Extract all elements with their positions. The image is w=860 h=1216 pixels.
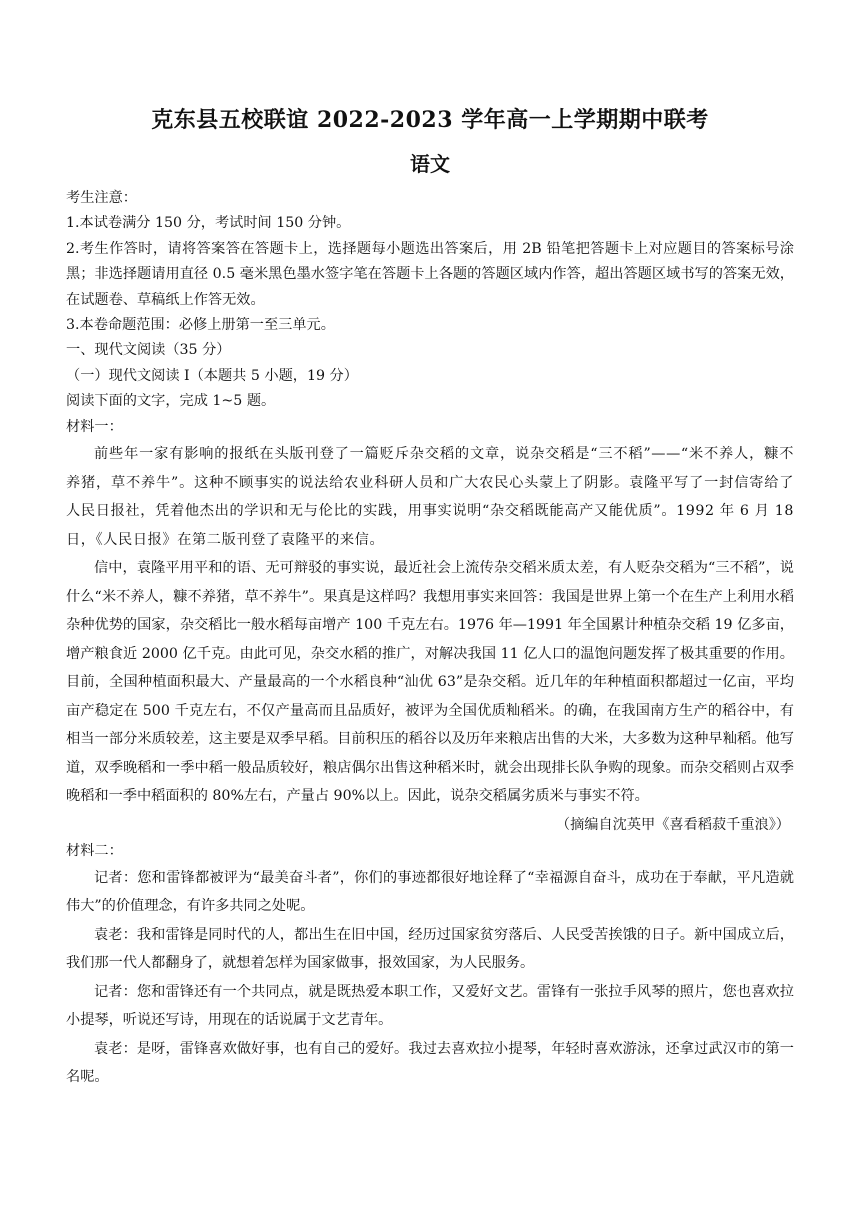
- subject-title: 语文: [410, 152, 450, 176]
- material-1-paragraph: 前些年一家有影响的报纸在头版刊登了一篇贬斥杂交稻的文章，说杂交稻是“三不稻”——“米不养人，糠不养猪，草不养牛”。这种不顾事实的说法给农业科研人员和广大农民心头蒙上了阴影。袁隆平写了一封信寄给了人民日报社，凭着他杰出的学识和无与伦比的实践，用事实说明“杂交稻既能高产又能优质”。1992 年 6 月 18 日，《人民日报》在第二版刊登了袁隆平的来信。: [66, 446, 794, 548]
- interview-paragraph: 袁老：我和雷锋是同时代的人，都出生在旧中国，经历过国家贫穷落后、人民受苦挨饿的日子。新中国成立后，我们那一代人都翻身了，就想着怎样为国家做事，报效国家，为人民服务。: [66, 926, 794, 972]
- material-1-source: （摘编自沈英甲《喜看稻菽千重浪》）: [555, 816, 790, 833]
- interview-paragraph: 袁老：是呀，雷锋喜欢做好事，也有自己的爱好。我过去喜欢拉小提琴，年轻时喜欢游泳，还拿过武汉市的第一名呢。: [66, 1040, 794, 1086]
- interview-paragraph: 记者：您和雷锋都被评为“最美奋斗者”，你们的事迹都很好地诠释了“幸福源自奋斗，成功在于奉献，平凡造就伟大”的价值理念，有许多共同之处呢。: [66, 869, 794, 915]
- interview-paragraph: 记者：您和雷锋还有一个共同点，就是既热爱本职工作，又爱好文艺。雷锋有一张拉手风琴的照片，您也喜欢拉小提琴，听说还写诗，用现在的话说属于文艺青年。: [66, 983, 794, 1029]
- reading-instruction: 阅读下面的文字，完成 1~5 题。: [66, 393, 276, 410]
- section-subheading: （一）现代文阅读 I（本题共 5 小题，19 分）: [66, 367, 358, 384]
- material-1-paragraph: 信中，袁隆平用平和的语、无可辩驳的事实说，最近社会上流传杂交稻米质太差，有人贬杂交稻为“三不稻”，说什么“米不养人，糠不养猪，草不养牛”。果真是这样吗？我想用事实来回答：我国是世界上第一个在生产上利用水稻杂种优势的国家，杂交稻比一般水稻每亩增产 100 千克左右。1976 年—1991 年全国累计种植杂交稻 19 亿多亩，增产粮食近 2000 亿千克。由此可见，杂交水稻的推广，对解决我国 11 亿人口的温饱问题发挥了极其重要的作用。目前，全国种植面积最大、产量最高的一个水稻良种“汕优 63”是杂交稻。近几年的年种植面积都超过一亿亩，平均亩产稳定在 500 千克左右，不仅产量高而且品质好，被评为全国优质籼稻米。的确，在我国南方生产的稻谷中，有相当一部分米质较差，这主要是双季早稻。目前积压的稻谷以及历年来粮店出售的大米，大多数为这种早籼稻。他写道，双季晚稻和一季中稻一般品质较好，粮店偶尔出售这种稻米时，就会出现排长队争购的现象。而杂交稻则占双季晚稻和一季中稻面积的 80%左右，产量占 90%以上。因此，说杂交稻属劣质米与事实不符。: [66, 560, 794, 805]
- section-heading: 一、现代文阅读（35 分）: [66, 342, 231, 359]
- exam-content: [66, 186, 794, 1092]
- notice-heading: 考生注意：: [66, 190, 137, 206]
- material-1-label: 材料一：: [66, 418, 123, 435]
- notice-item-2: 2.考生作答时，请将答案答在答题卡上，选择题每小题选出答案后，用 2B 铅笔把答题卡上对应题目的答案标号涂黑；非选择题请用直径 0.5 毫米黑色墨水签字笔在答题卡上各题的答题区域内作答，超出答题区域书写的答案无效，在试题卷、草稿纸上作答无效。: [66, 240, 794, 308]
- exam-title: 克东县五校联谊 2022-2023 学年高一上学期期中联考: [151, 107, 709, 133]
- material-2-label: 材料二：: [66, 842, 123, 859]
- notice-item-1: 1.本试卷满分 150 分，考试时间 150 分钟。: [66, 215, 351, 232]
- notice-item-3: 3.本卷命题范围：必修上册第一至三单元。: [66, 317, 335, 334]
